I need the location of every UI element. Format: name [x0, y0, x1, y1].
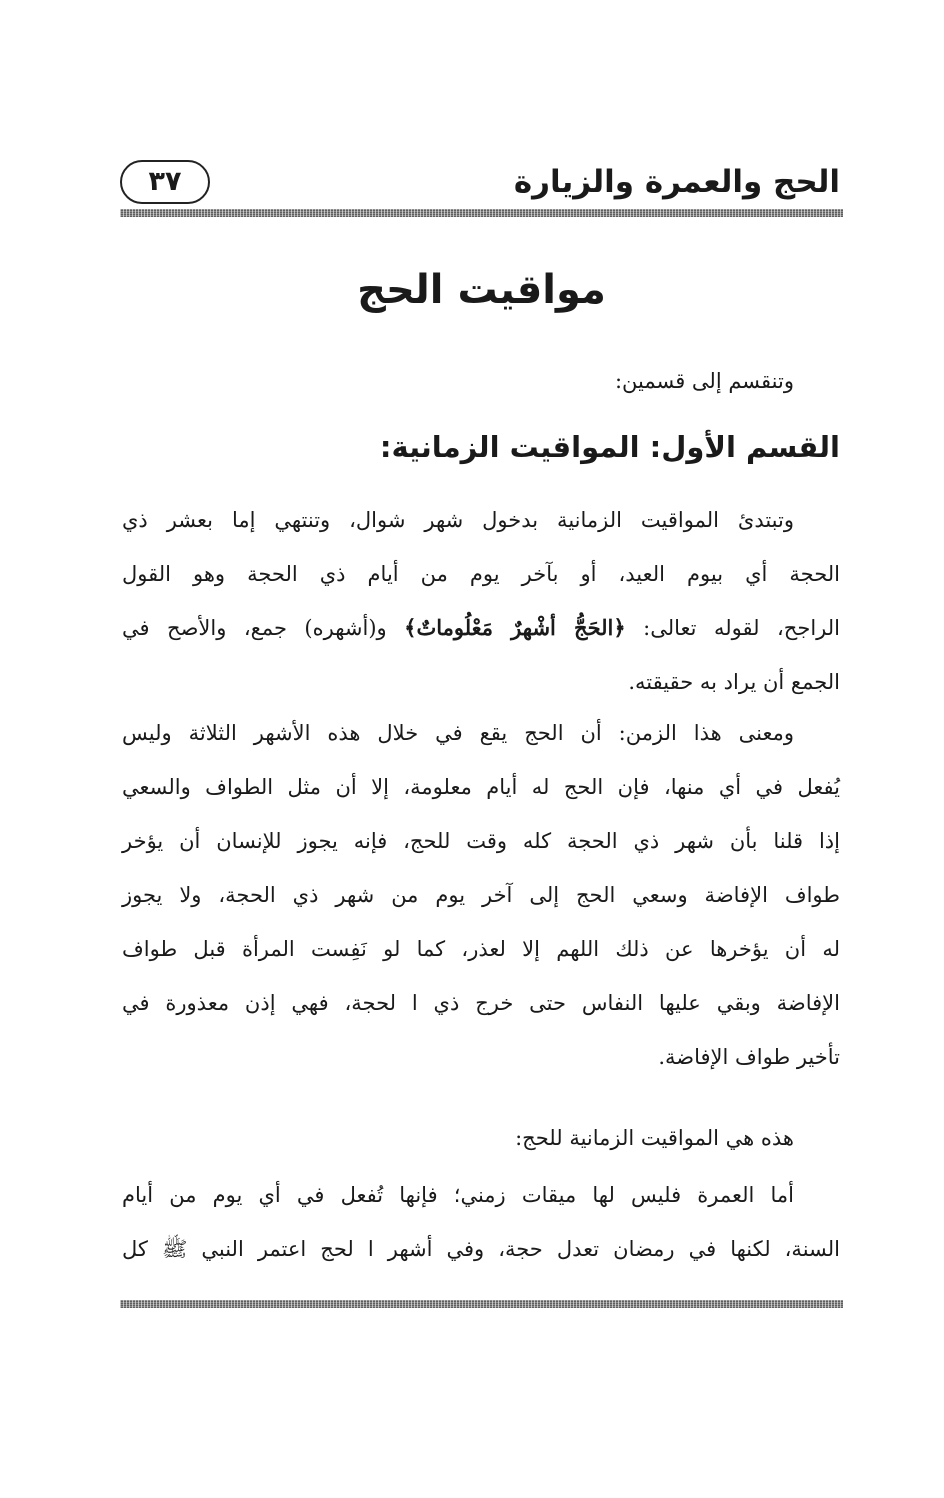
paragraph-line — [122, 601, 840, 655]
paragraph-line: له أن يؤخرها عن ذلك اللهم إلا لعذر، كما لو نَفِست المرأة قبل طواف — [122, 937, 840, 961]
paragraph-line: الجمع أن يراد به حقيقته. — [628, 670, 840, 694]
paragraph-line: وتبتدئ المواقيت الزمانية بدخول شهر شوال، وتنتهي إما بعشر ذي — [122, 508, 794, 532]
line-text: الراجح، لقوله تعالى: — [625, 616, 840, 640]
header-rule — [120, 209, 843, 217]
paragraph-line: يُفعل في أي منها، فإن الحج له أيام معلومة، إلا أن مثل الطواف والسعي — [122, 775, 840, 799]
paragraph-4 — [122, 1168, 840, 1276]
paragraph-line: ومعنى هذا الزمن: أن الحج يقع في خلال هذه الأشهر الثلاثة وليس — [122, 721, 794, 745]
intro-text: وتنقسم إلى قسمين: — [614, 369, 794, 393]
running-title: الحج والعمرة والزيارة — [513, 164, 840, 200]
section-heading: القسم الأول: المواقيت الزمانية: — [379, 430, 840, 464]
paragraph-1 — [122, 493, 840, 709]
paragraph-line: الحجة أي بيوم العيد، أو بآخر يوم من أيام ذي الحجة وهو القول — [122, 562, 840, 586]
paragraph-2 — [122, 706, 840, 1084]
quran-quote: ﴿الحَجُّ أشْهرٌ مَعْلُوماتٌ﴾ — [404, 615, 626, 640]
line-text: و(أشهره) جمع، والأصح في — [122, 616, 405, 640]
paragraph-line: طواف الإفاضة وسعي الحج إلى آخر يوم من شهر ذي الحجة، ولا يجوز — [122, 883, 840, 907]
page-number: ٣٧ — [148, 166, 182, 197]
paragraph-line: إذا قلنا بأن شهر ذي الحجة كله وقت للحج، فإنه يجوز للإنسان أن يؤخر — [122, 829, 840, 853]
paragraph-line: الإفاضة وبقي عليها النفاس حتى خرج ذي ا لحجة، فهي إذن معذورة في — [122, 991, 840, 1015]
paragraph-line: السنة، لكنها في رمضان تعدل حجة، وفي أشهر ا لحج اعتمر النبي ﷺ كل — [122, 1237, 840, 1261]
page-number-badge — [120, 160, 210, 204]
chapter-title: مواقيت الحج — [357, 267, 606, 313]
footer-rule — [120, 1300, 843, 1308]
paragraph-line: أما العمرة فليس لها ميقات زمني؛ فإنها تُفعل في أي يوم من أيام — [122, 1183, 794, 1207]
paragraph-3: هذه هي المواقيت الزمانية للحج: — [515, 1126, 794, 1150]
paragraph-line: تأخير طواف الإفاضة. — [658, 1045, 840, 1069]
